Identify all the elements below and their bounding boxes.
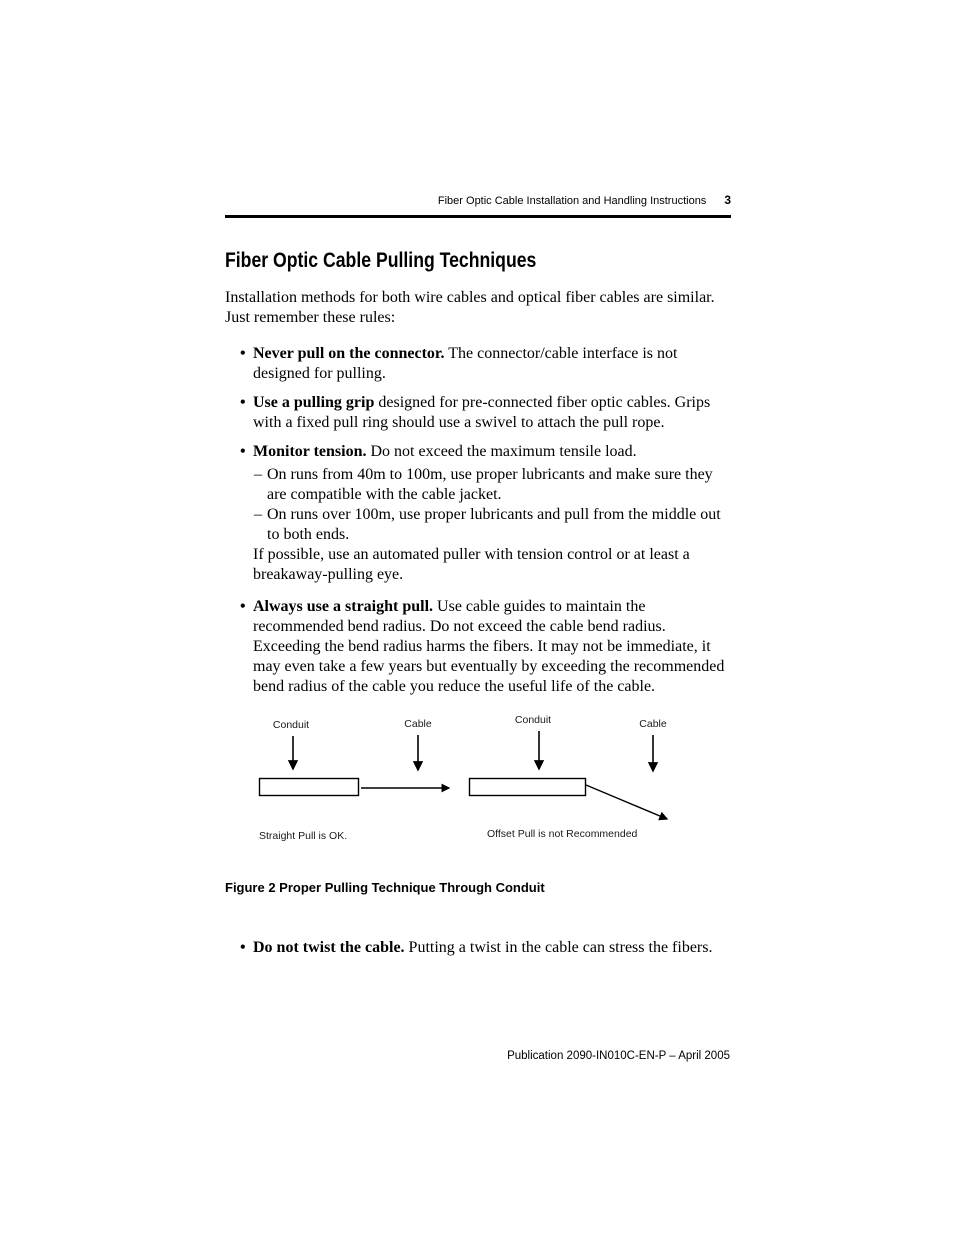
bullet-marker: • <box>240 598 246 616</box>
left-conduit-label: Conduit <box>272 719 310 732</box>
list-item <box>225 938 731 958</box>
publication-footer: Publication 2090-IN010C-EN-P – April 2005 <box>507 1050 730 1062</box>
section-title: Fiber Optic Cable Pulling Techniques <box>225 249 537 272</box>
list-item <box>225 344 731 384</box>
final-bullet-wrap <box>225 938 731 958</box>
sub-item-text: On runs over 100m, use proper lubricants and pull from the middle out to both ends. <box>267 506 721 544</box>
list-item <box>225 597 731 697</box>
left-caption: Straight Pull is OK. <box>259 830 348 843</box>
left-conduit-rect <box>260 779 359 796</box>
bullet-marker: • <box>240 345 246 363</box>
list-item-text: Never pull on the connector. The connector/cable interface is not designed for pulling. <box>253 345 678 383</box>
right-conduit-rect <box>470 779 586 796</box>
figure-2 <box>225 711 731 851</box>
bullet-marker: • <box>240 443 246 461</box>
sub-list-item <box>225 505 731 545</box>
offset-pull-arrow-icon <box>586 785 667 819</box>
list-item-text: Do not twist the cable. Putting a twist in the cable can stress the fibers. <box>253 939 713 957</box>
pulling-diagram <box>225 711 731 846</box>
intro-paragraph: Installation methods for both wire cables and optical fiber cables are similar. Just remember these rules: <box>225 289 715 327</box>
sub-list-item <box>225 465 731 505</box>
running-header <box>225 193 731 218</box>
bullet-list <box>225 344 731 697</box>
bullet-marker: • <box>240 939 246 957</box>
note-line: If possible, use an automated puller with tension control or at least a breakaway-pulling eye. <box>253 546 690 584</box>
dash-marker: – <box>254 506 262 524</box>
sub-item-text: On runs from 40m to 100m, use proper lubricants and make sure they are compatible with the cable jacket. <box>267 466 713 504</box>
right-cable-label: Cable <box>639 718 667 731</box>
sub-list <box>225 465 731 585</box>
figure-caption: Figure 2 Proper Pulling Technique Through Conduit <box>225 880 545 896</box>
list-item <box>225 393 731 433</box>
list-item-text: Always use a straight pull. Use cable guides to maintain the recommended bend radius. Do not exceed the cable bend radius. Exceeding the bend radius harms the fibers. It may not be immediate, it may even take a few years but eventually by exceeding the recommended bend radius of the cable you reduce the useful life of the cable. <box>253 598 725 696</box>
running-header-title: Fiber Optic Cable Installation and Handling Instructions <box>437 195 707 207</box>
list-item-text: Monitor tension. Do not exceed the maximum tensile load. <box>253 443 637 461</box>
list-item-text: Use a pulling grip designed for pre-connected fiber optic cables. Grips with a fixed pull ring should use a swivel to attach the pull rope. <box>253 394 711 432</box>
left-cable-label: Cable <box>404 718 432 731</box>
page-content <box>225 0 731 958</box>
dash-marker: – <box>254 466 262 484</box>
list-item <box>225 442 731 462</box>
right-conduit-label: Conduit <box>514 714 552 727</box>
page-number: 3 <box>724 193 731 207</box>
right-caption: Offset Pull is not Recommended <box>487 828 638 841</box>
bullet-marker: • <box>240 394 246 412</box>
